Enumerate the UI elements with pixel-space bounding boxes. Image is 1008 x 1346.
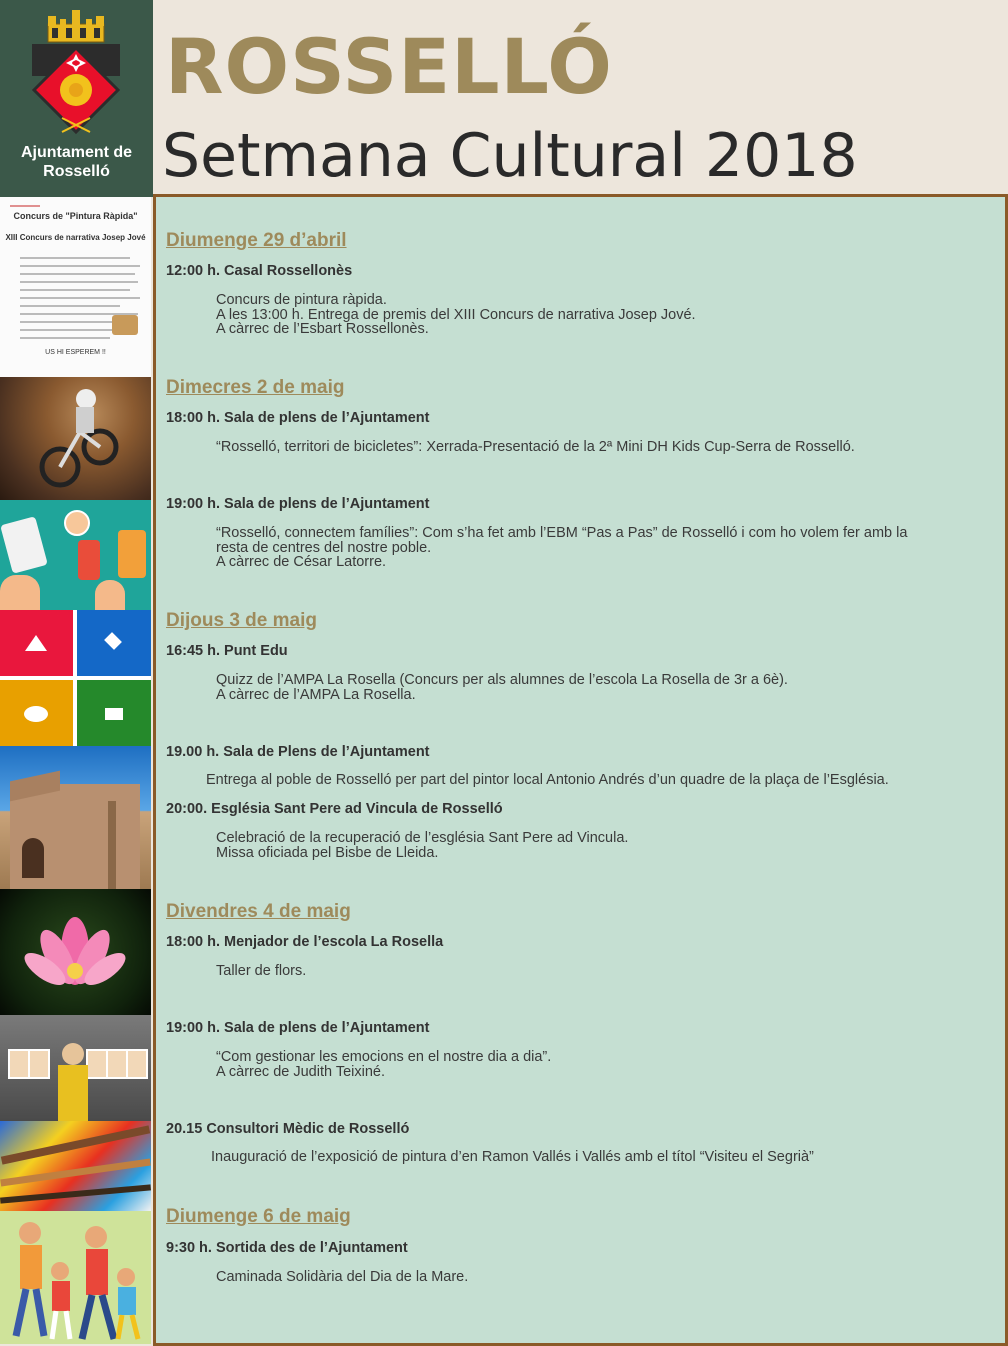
event-time-location: 19.00 h. Sala de Plens de l’Ajuntament <box>166 744 430 760</box>
event-description-line: “Com gestionar les emocions en el nostre dia a dia”. <box>216 1049 552 1065</box>
event-description-line: A càrrec de l’Esbart Rossellonès. <box>216 321 429 337</box>
event-description <box>216 526 907 570</box>
diamond-tile <box>77 610 151 676</box>
square-icon <box>105 708 123 720</box>
lotus-flower-photo <box>0 889 151 1015</box>
quiz-answer-tiles <box>0 610 151 746</box>
poster-footer: US HI ESPEREM !! <box>45 349 106 356</box>
event-description-line: A càrrec de Judith Teixiné. <box>216 1063 385 1080</box>
event-description-line: A les 13:00 h. Entrega de premis del XIII Concurs de narrativa Josep Jové. <box>216 306 696 323</box>
event-description <box>216 440 855 455</box>
day-heading: Diumenge 6 de maig <box>166 1206 351 1227</box>
crest-label-line2: Rosselló <box>43 163 110 180</box>
event-description-line: Concurs de pintura ràpida. <box>216 292 387 308</box>
event-description <box>216 1050 551 1079</box>
event-description-line: Caminada Solidària del Dia de la Mare. <box>216 1269 469 1285</box>
event-description <box>211 1149 814 1165</box>
event-description-line: Quizz de l’AMPA La Rosella (Concurs per als alumnes de l’escola La Rosella de 3r a 6è). <box>216 672 788 688</box>
day-heading: Dijous 3 de maig <box>166 610 317 631</box>
day-heading: Divendres 4 de maig <box>166 901 351 922</box>
event-description-line: resta de centres del nostre poble. <box>216 539 432 556</box>
coat-of-arms-icon <box>22 6 130 138</box>
event-description <box>216 673 788 702</box>
event-time-location: 19:00 h. Sala de plens de l’Ajuntament <box>166 1020 430 1036</box>
books-icon <box>112 315 138 335</box>
event-time-location: 16:45 h. Punt Edu <box>166 643 288 659</box>
event-description-line: A càrrec de l’AMPA La Rosella. <box>216 686 416 703</box>
event-description-line: Celebració de la recuperació de l’església Sant Pere ad Vincula. <box>216 830 629 846</box>
walking-family-illustration <box>0 1211 151 1344</box>
circle-tile <box>0 680 73 746</box>
event-description-line: Inauguració de l’exposició de pintura d’en Ramon Vallés i Vallés amb el títol “Visiteu el Segrià” <box>211 1149 814 1165</box>
event-description <box>216 1270 468 1285</box>
mountain-bike-photo <box>0 377 151 500</box>
cyclist-icon <box>0 377 151 500</box>
day-heading: Diumenge 29 d’abril <box>166 230 347 251</box>
event-time-location: 19:00 h. Sala de plens de l’Ajuntament <box>166 496 430 512</box>
event-description-line: Entrega al poble de Rosselló per part del pintor local Antonio Andrés d’un quadre de la plaça de l’Església. <box>206 772 889 788</box>
municipality-name <box>0 143 153 181</box>
user-avatar-icon <box>64 510 90 536</box>
event-description-line: “Rosselló, connectem famílies”: Com s’ha fet amb l’EBM “Pas a Pas” de Rosselló i com ho volem fer amb la <box>216 525 908 541</box>
poster-subheading: XIII Concurs de narrativa Josep Jové <box>5 233 146 242</box>
event-time-location: 12:00 h. Casal Rossellonès <box>166 263 353 279</box>
event-description <box>216 831 628 860</box>
page-subtitle: Setmana Cultural 2018 <box>162 121 858 191</box>
square-tile <box>77 680 151 746</box>
families-technology-illustration <box>0 500 151 610</box>
event-time-location: 18:00 h. Menjador de l’escola La Rosella <box>166 934 444 950</box>
paintbrushes-photo <box>0 1121 151 1211</box>
poster-heading: Concurs de "Pintura Ràpida" <box>13 211 138 221</box>
triangle-tile <box>0 610 73 676</box>
walking-people-icon <box>0 1211 151 1344</box>
event-description <box>206 772 889 788</box>
event-description <box>216 964 306 979</box>
lotus-flower-icon <box>0 889 151 1015</box>
triangle-icon <box>25 635 47 651</box>
event-time-location: 20:00. Església Sant Pere ad Vincula de Rosselló <box>166 801 503 817</box>
event-description-line: Missa oficiada pel Bisbe de Lleida. <box>216 844 439 861</box>
municipal-crest-panel <box>0 0 153 197</box>
event-description-line: “Rosselló, territori de bicicletes”: Xerrada-Presentació de la 2ª Mini DH Kids Cup-Serra de Rosselló. <box>216 439 855 455</box>
contest-poster-thumbnail <box>0 197 151 377</box>
event-description-line: Taller de flors. <box>216 963 307 979</box>
event-time-location: 9:30 h. Sortida des de l’Ajuntament <box>166 1240 408 1256</box>
church-photo <box>0 746 151 889</box>
event-time-location: 18:00 h. Sala de plens de l’Ajuntament <box>166 410 430 426</box>
event-description <box>216 293 696 337</box>
diamond-icon <box>104 632 122 650</box>
page-title: ROSSELLÓ <box>165 22 613 111</box>
schedule-panel <box>153 194 1008 1346</box>
circle-icon <box>24 706 48 722</box>
event-time-location: 20.15 Consultori Mèdic de Rosselló <box>166 1121 410 1137</box>
day-heading: Dimecres 2 de maig <box>166 377 345 398</box>
event-description-line: A càrrec de César Latorre. <box>216 554 387 570</box>
emotions-photo <box>0 1015 151 1121</box>
crest-label-line1: Ajuntament de <box>20 144 133 161</box>
